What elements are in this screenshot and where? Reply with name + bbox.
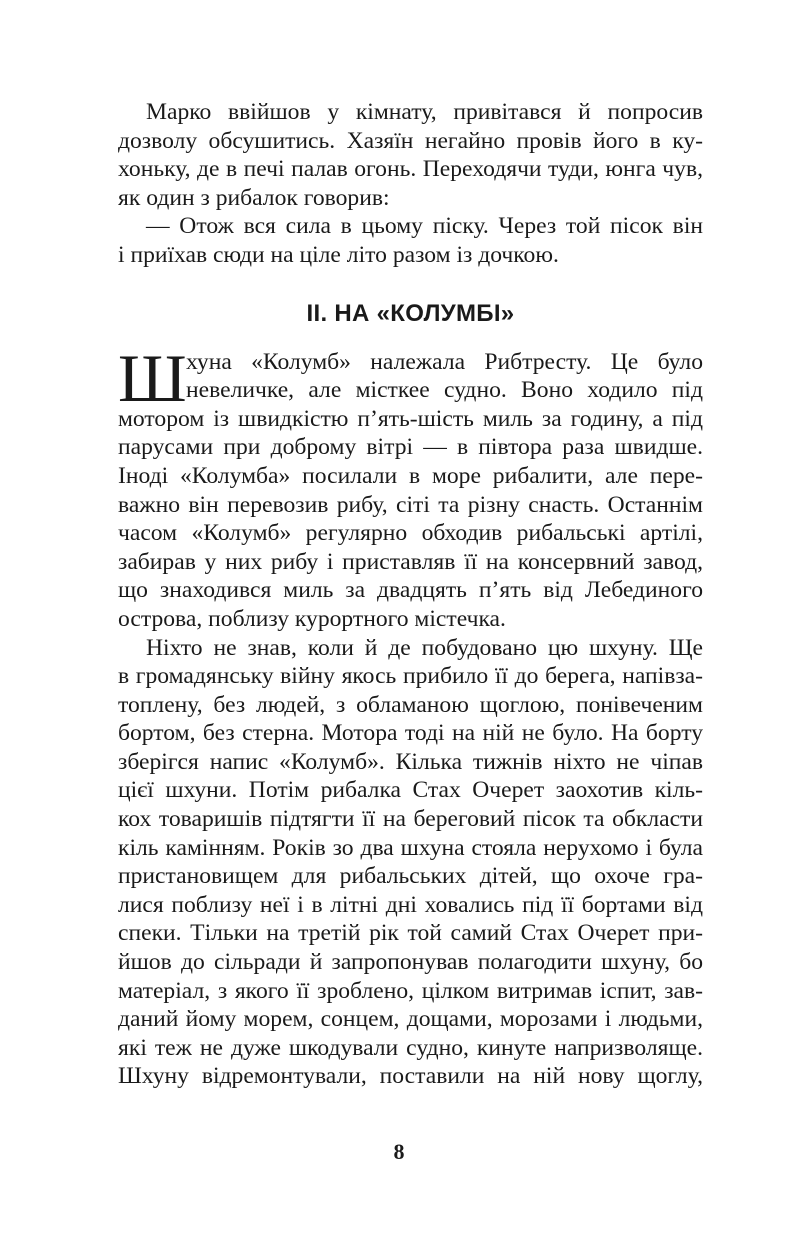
text-line: йшов до сільради й запропонував полагодити шхуну, бо <box>118 949 703 976</box>
text-line: кіль камінням. Років зо два шхуна стояла нерухомо і була <box>118 834 703 861</box>
text-line: Шхуну відремонтували, поставили на ній нову щоглу, <box>118 1063 703 1090</box>
chapter-paragraph-2 <box>118 634 703 1092</box>
chapter-title: ІІ. НА «КОЛУМБІ» <box>306 299 515 327</box>
dialogue-paragraph <box>118 212 703 269</box>
text-line: що знаходився миль за двадцять п’ять від Лебединого <box>118 577 703 604</box>
text-line: і приїхав сюди на ціле літо разом із дочкою. <box>118 241 559 268</box>
text-line: хоньку, де в печі палав огонь. Переходячи туди, юнга чув, <box>118 156 703 183</box>
intro-paragraph <box>118 98 703 212</box>
text-line: які теж не дуже шкодували судно, кинуте напризволяще. <box>118 1034 703 1061</box>
text-line: кох товаришів підтягти її на береговий пісок та обкласти <box>118 806 703 833</box>
text-line: острова, поблизу курортного містечка. <box>118 605 506 632</box>
text-line: Іноді «Колумба» посилали в море рибалити, але пере- <box>118 462 703 489</box>
text-line: мотором із швидкістю п’ять-шість миль за годину, а під <box>118 405 703 432</box>
text-line: цієї шхуни. Потім рибалка Стах Очерет заохотив кіль- <box>118 777 703 804</box>
text-line: лися поблизу неї і в літні дні ховались під її бортами від <box>118 891 703 918</box>
text-line: дозволу обсушитись. Хазяїн негайно провів його в ку- <box>118 127 703 154</box>
text-line: пристановищем для рибальських дітей, що охоче гра- <box>118 863 703 890</box>
text-line: часом «Колумб» регулярно обходив рибальські артілі, <box>118 520 703 547</box>
text-line: в громадянську війну якось прибило її до берега, напівза- <box>118 663 703 690</box>
text-line: — Отож вся сила в цьому піску. Через той пісок він <box>146 213 703 240</box>
chapter-paragraph-1 <box>118 339 703 634</box>
drop-cap: Ш <box>118 339 187 416</box>
text-line: даний йому морем, сонцем, дощами, морозами і людьми, <box>118 1006 703 1033</box>
text-line: як один з рибалок говорив: <box>118 184 390 211</box>
text-line: Ніхто не знав, коли й де побудовано цю шхуну. Ще <box>146 634 703 661</box>
text-line: хуна «Колумб» належала Рибтресту. Це було <box>186 348 703 375</box>
text-line: парусами при доброму вітрі — в півтора раза швидше. <box>118 434 703 461</box>
text-line: зберігся напис «Колумб». Кілька тижнів ніхто не чіпав <box>118 748 703 775</box>
text-line: невеличке, але місткее судно. Воно ходило під <box>186 377 703 404</box>
text-line: важно він перевозив рибу, сіті та різну снасть. Останнім <box>118 491 703 518</box>
text-line: матеріал, з якого її зроблено, цілком витримав іспит, зав- <box>118 977 703 1004</box>
text-line: бортом, без стерна. Мотора тоді на ній не було. На борту <box>118 720 703 747</box>
drop-cap-block <box>118 339 703 416</box>
page-number: 8 <box>393 1139 405 1164</box>
text-line: спеки. Тільки на третій рік той самий Стах Очерет при- <box>118 920 703 947</box>
book-page <box>118 98 703 1091</box>
text-line: топлену, без людей, з обламаною щоглою, понівеченим <box>118 691 703 718</box>
text-line: Марко ввійшов у кімнату, привітався й попросив <box>146 99 703 125</box>
text-line: забирав у них рибу і приставляв її на консервний завод, <box>118 548 703 575</box>
